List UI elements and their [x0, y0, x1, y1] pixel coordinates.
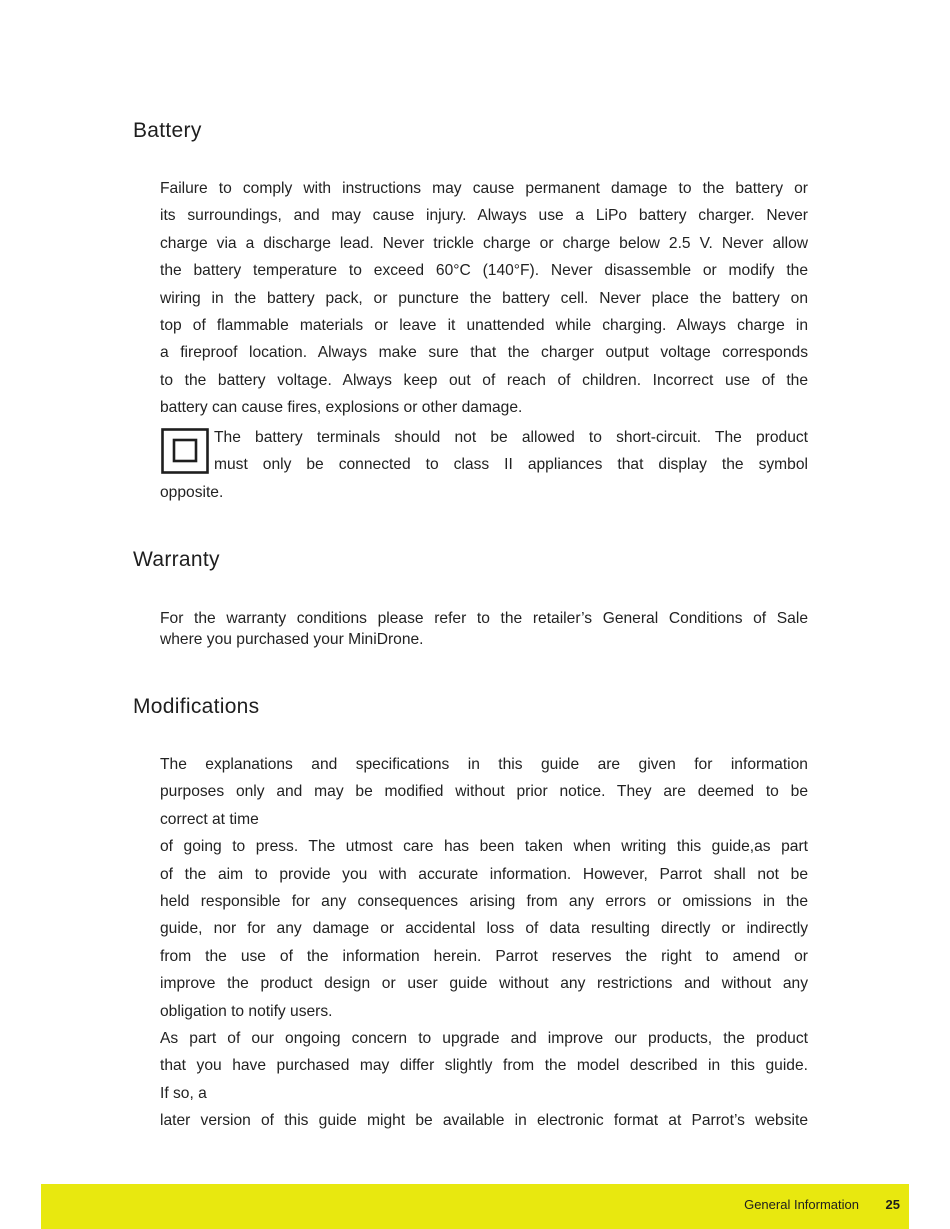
- warranty-heading: Warranty: [133, 548, 220, 571]
- battery-line: the battery temperature to exceed 60°C (140°F). Never disassemble or modify the: [160, 262, 808, 280]
- battery-line: top of flammable materials or leave it unattended while charging. Always charge in: [160, 316, 808, 334]
- modifications-line: later version of this guide might be available in electronic format at Parrot’s website: [160, 1112, 808, 1130]
- battery-line: to the battery voltage. Always keep out of reach of children. Incorrect use of the: [160, 371, 808, 389]
- battery-line: wiring in the battery pack, or puncture the battery cell. Never place the battery on: [160, 289, 808, 307]
- modifications-heading: Modifications: [133, 695, 260, 718]
- modifications-line: If so, a: [160, 1084, 207, 1102]
- modifications-line: of going to press. The utmost care has been taken when writing this guide,as part: [160, 838, 808, 856]
- warranty-line: For the warranty conditions please refer to the retailer’s General Conditions of Sale: [160, 610, 808, 627]
- class2-line: must only be connected to class II appliances that display the symbol: [214, 456, 808, 474]
- modifications-line: from the use of the information herein. Parrot reserves the right to amend or: [160, 947, 808, 965]
- footer-band: [41, 1184, 909, 1229]
- modifications-line: that you have purchased may differ slightly from the model described in this guide.: [160, 1057, 808, 1075]
- battery-line: battery can cause fires, explosions or other damage.: [160, 399, 523, 417]
- battery-line: charge via a discharge lead. Never trickle charge or charge below 2.5 V. Never allow: [160, 234, 808, 252]
- class2-line: The battery terminals should not be allowed to short-circuit. The product: [214, 429, 808, 446]
- modifications-line: improve the product design or user guide without any restrictions and without any: [160, 975, 808, 993]
- warranty-line: where you purchased your MiniDrone.: [160, 631, 424, 648]
- class2-tail: opposite.: [160, 483, 224, 501]
- class2-text: [214, 424, 808, 479]
- warranty-paragraph: [160, 608, 808, 650]
- modifications-line: As part of our ongoing concern to upgrade and improve our products, the product: [160, 1029, 808, 1047]
- modifications-line: of the aim to provide you with accurate information. However, Parrot shall not be: [160, 865, 808, 883]
- battery-heading: Battery: [133, 119, 202, 142]
- battery-line: its surroundings, and may cause injury. Always use a LiPo battery charger. Never: [160, 207, 808, 225]
- modifications-line: obligation to notify users.: [160, 1002, 333, 1020]
- modifications-line: The explanations and specifications in this guide are given for information: [160, 756, 808, 773]
- modifications-line: held responsible for any consequences arising from any errors or omissions in the: [160, 892, 808, 910]
- battery-paragraph: [160, 175, 808, 422]
- battery-line: a fireproof location. Always make sure that the charger output voltage corresponds: [160, 344, 808, 362]
- modifications-paragraph: [160, 751, 808, 1134]
- modifications-line: guide, nor for any damage or accidental loss of data resulting directly or indirectly: [160, 920, 808, 938]
- footer-section-label: General Information: [744, 1197, 859, 1212]
- double-square-icon: [161, 428, 209, 474]
- modifications-line: correct at time: [160, 810, 259, 828]
- page-number: 25: [885, 1197, 900, 1212]
- battery-line: Failure to comply with instructions may cause permanent damage to the battery or: [160, 180, 808, 197]
- modifications-line: purposes only and may be modified without prior notice. They are deemed to be: [160, 783, 808, 801]
